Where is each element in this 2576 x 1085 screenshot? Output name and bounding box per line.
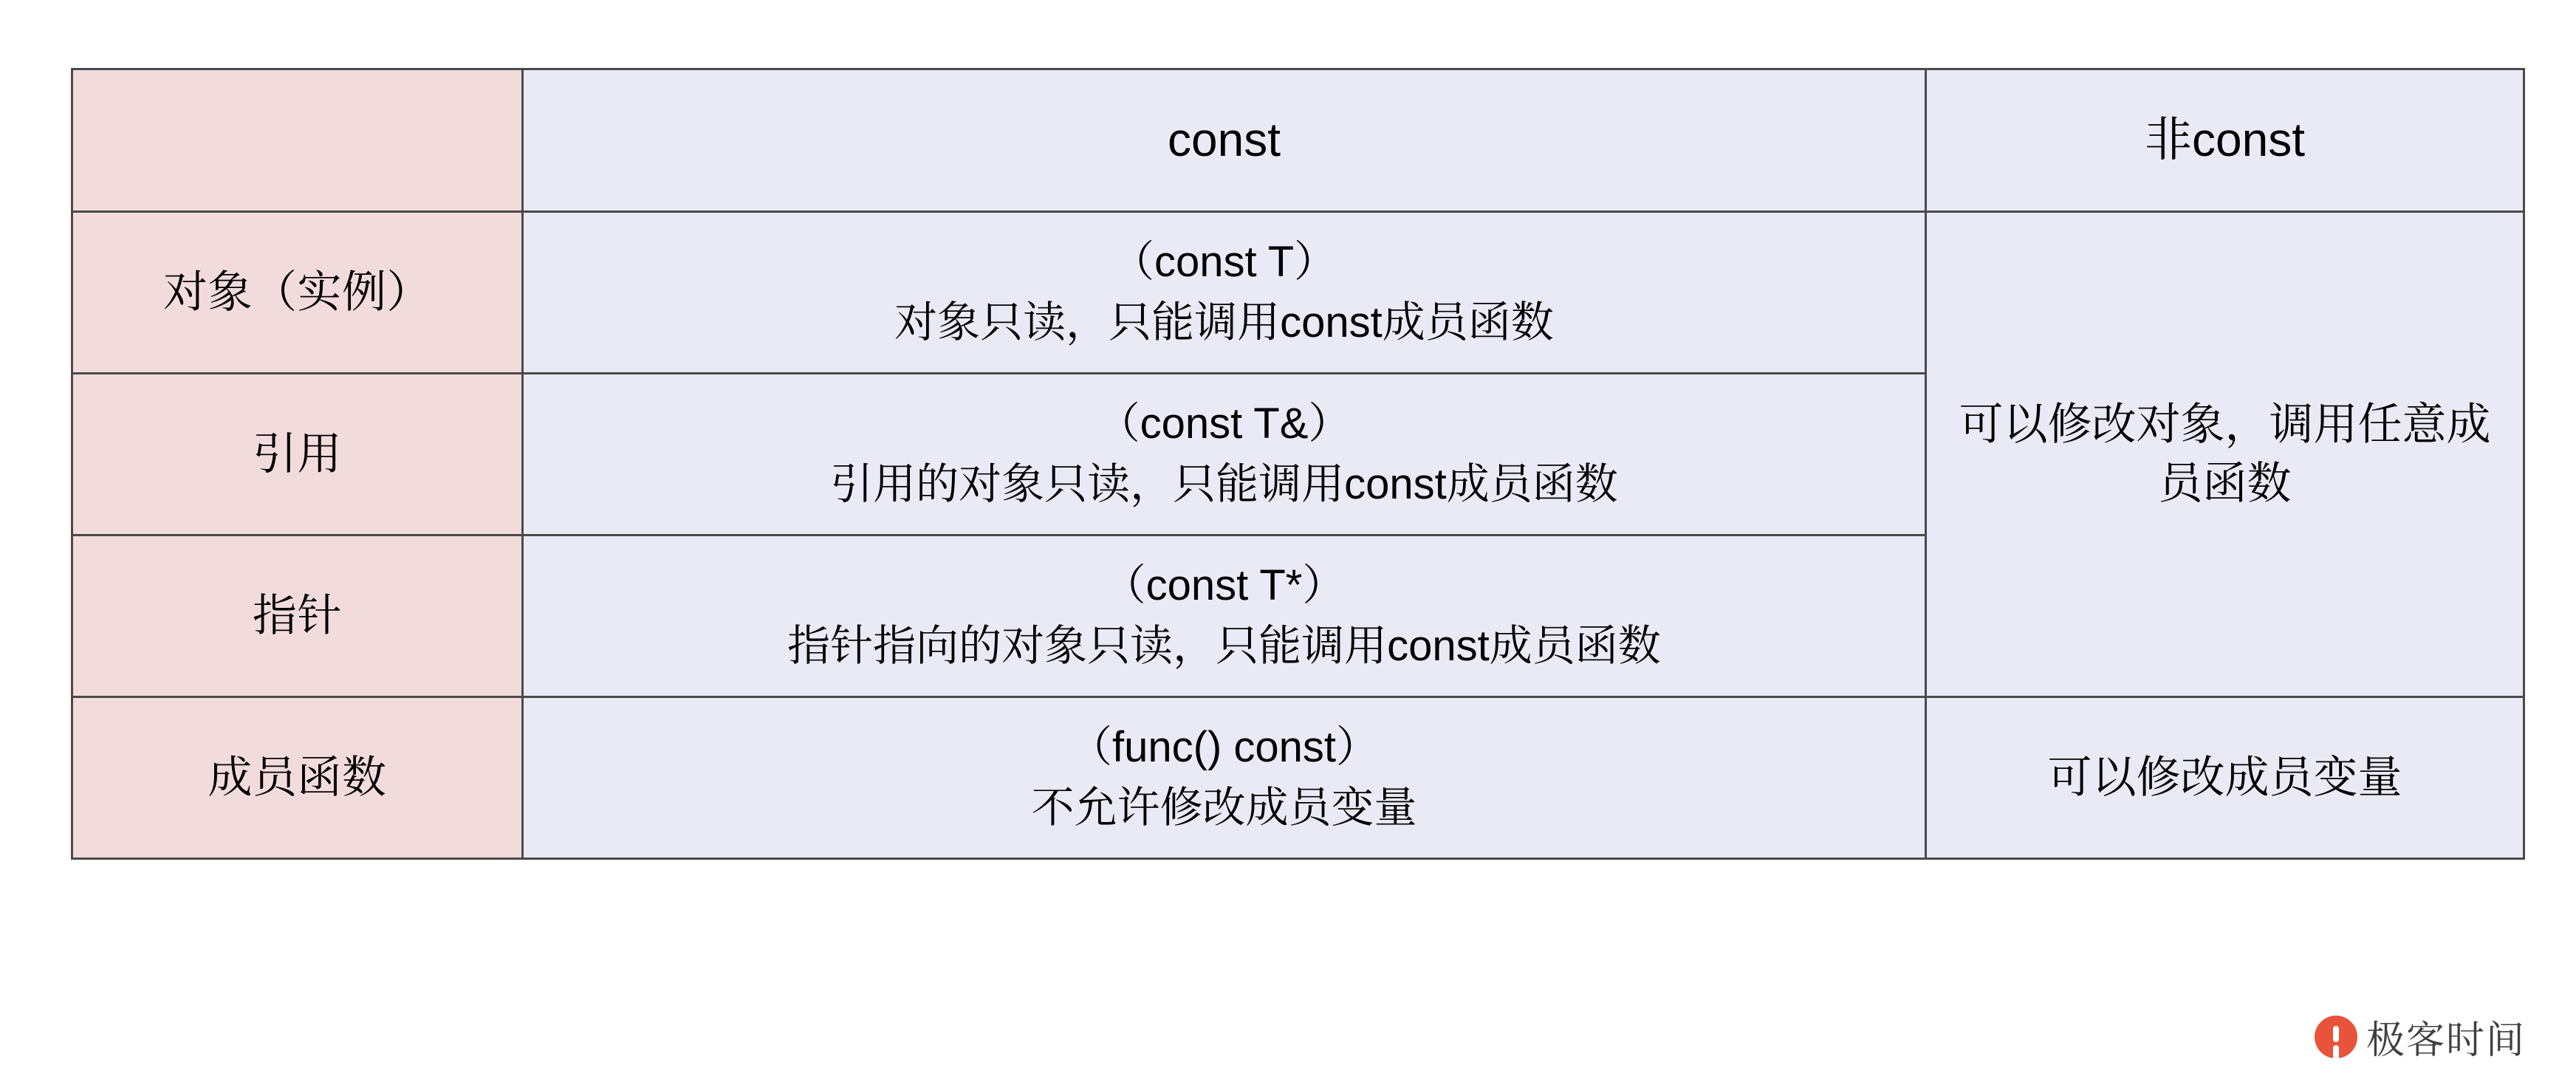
cell-const-member-function (523, 697, 1926, 859)
cell-const-reference (523, 374, 1926, 535)
const-signature-object: （const T） (1111, 238, 1337, 287)
const-signature-reference: （const T&） (1097, 400, 1352, 448)
const-signature-member-function: （func() const） (1069, 723, 1379, 772)
row-label-member-function: 成员函数 (72, 697, 523, 859)
watermark-label: 极客时间 (2366, 1019, 2526, 1062)
table-row (72, 212, 2524, 374)
geek-logo-icon (2315, 1016, 2357, 1058)
table-corner-cell (72, 69, 523, 212)
table-row (72, 697, 2524, 859)
const-desc-object: 对象只读，只能调用const成员函数 (894, 298, 1554, 346)
const-desc-member-function: 不允许修改成员变量 (1031, 784, 1417, 832)
cell-nonconst-object-ref-ptr: 可以修改对象，调用任意成员函数 (1926, 212, 2524, 697)
column-header-const: const (523, 69, 1926, 212)
row-label-reference: 引用 (72, 374, 523, 535)
const-desc-pointer: 指针指向的对象只读，只能调用const成员函数 (787, 622, 1661, 670)
const-summary-table-container (71, 68, 2523, 860)
watermark (2315, 1009, 2526, 1064)
row-label-pointer: 指针 (72, 535, 523, 697)
cell-const-pointer (523, 535, 1926, 697)
cell-nonconst-member-function: 可以修改成员变量 (1926, 697, 2524, 859)
const-signature-pointer: （const T*） (1103, 561, 1346, 610)
const-desc-reference: 引用的对象只读，只能调用const成员函数 (830, 460, 1618, 508)
column-header-nonconst: 非const (1926, 69, 2524, 212)
const-summary-table (71, 68, 2525, 860)
cell-const-object (523, 212, 1926, 374)
table-header-row (72, 69, 2524, 212)
row-label-object: 对象（实例） (72, 212, 523, 374)
